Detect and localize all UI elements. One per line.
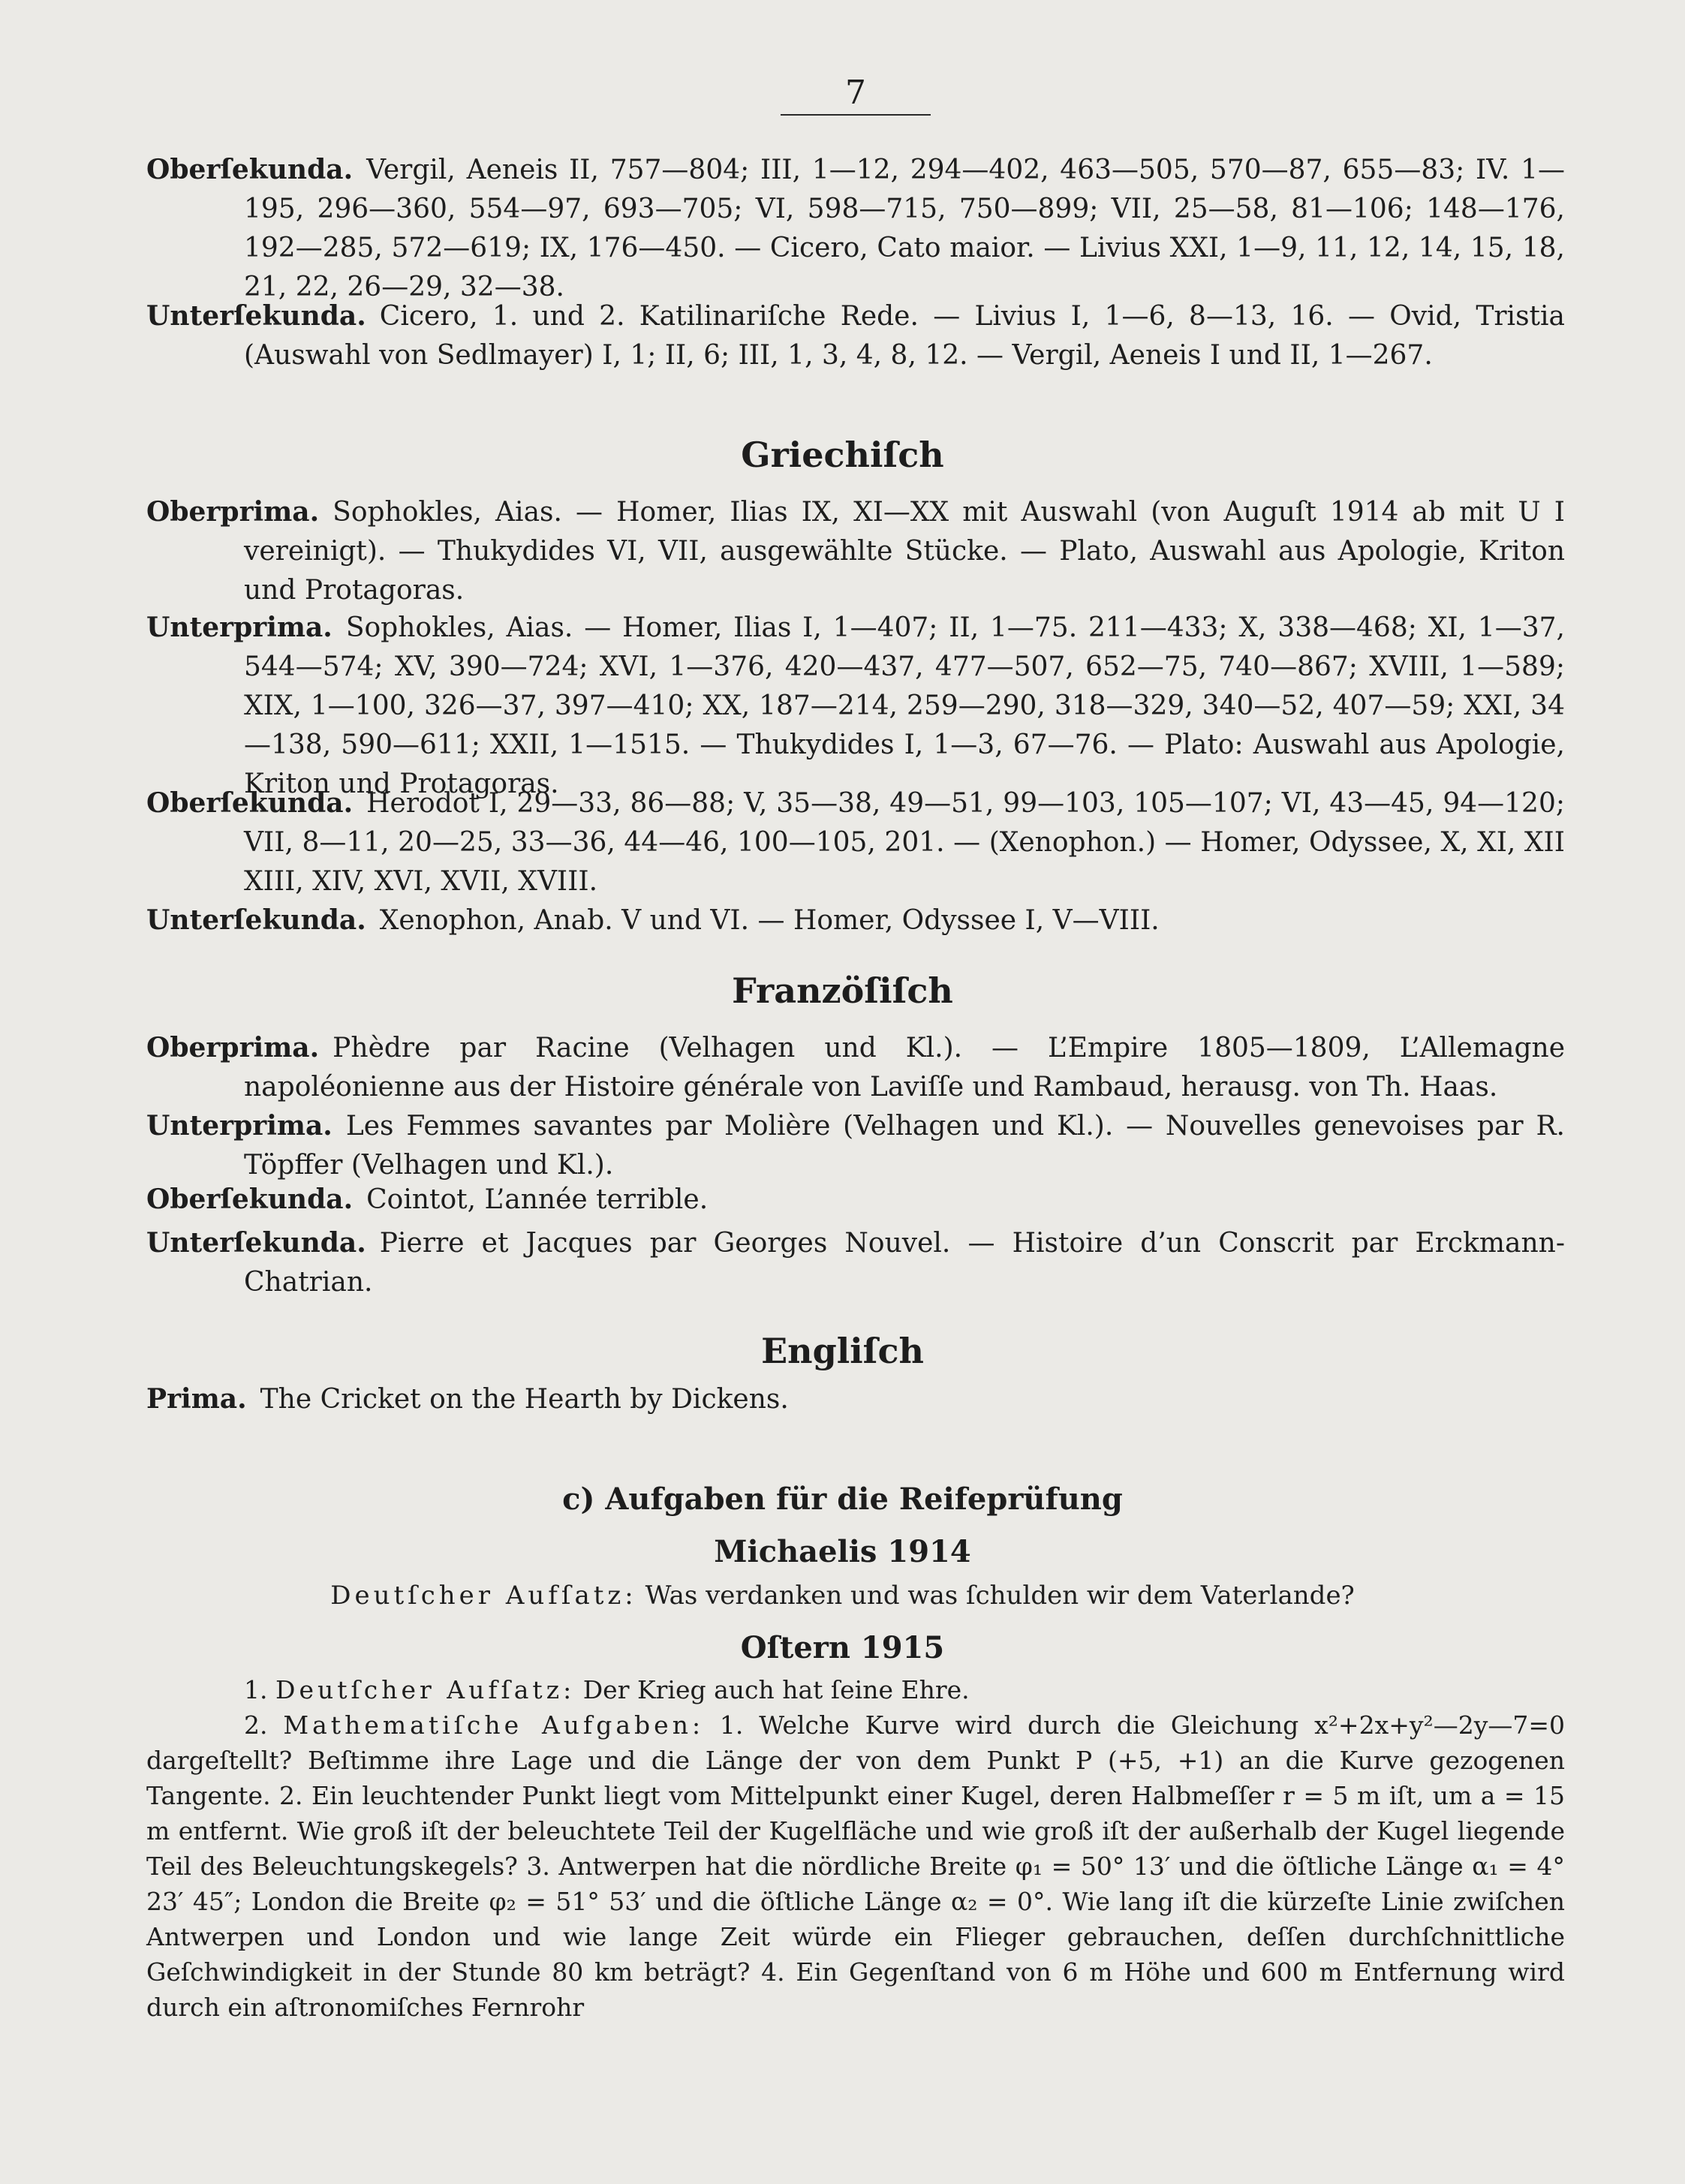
entry-text: Herodot I, 29—33, 86—88; V, 35—38, 49—51, 99—103, 105—107; VI, 43—45, 94—120; VII, 8—11, 20—25, 33—36, 44—46, 100—105, 201. — (Xenophon.) — Homer, Odyssee, X, XI, XII XIII, XIV, XVI, XVII, XVIII. bbox=[244, 788, 1565, 897]
entry-text: Pierre et Jacques par Georges Nouvel. — Histoire d’un Conscrit par Erckmann-Chatrian. bbox=[244, 1228, 1565, 1298]
class-label: Oberprima. bbox=[146, 1032, 320, 1063]
item-label: Deutſcher Aufſatz: bbox=[275, 1675, 576, 1704]
entry-text: Les Femmes savantes par Molière (Velhagen und Kl.). — Nouvelles genevoises par R. Töpffer (Velhagen und Kl.). bbox=[244, 1111, 1565, 1181]
item-text: Der Krieg auch hat ſeine Ehre. bbox=[582, 1675, 970, 1704]
class-label: Unterſekunda. bbox=[146, 904, 366, 936]
entry-text: Cointot, L’année terrible. bbox=[366, 1184, 709, 1215]
class-label: Unterſekunda. bbox=[146, 1227, 366, 1259]
class-label: Unterprima. bbox=[146, 612, 332, 643]
entry-text: Sophokles, Aias. — Homer, Ilias IX, XI—XX mit Auswahl (von Auguſt 1914 ab mit U I vereinigt). — Thukydides VI, VII, ausgewählte Stücke. — Plato, Auswahl aus Apologie, Kriton und Protagoras. bbox=[244, 497, 1565, 606]
item-number: 1. bbox=[244, 1675, 268, 1704]
lektuere-entry-obersekunda bbox=[146, 150, 1565, 307]
lektuere-entry-untersekunda bbox=[146, 296, 1565, 375]
entry-text: Vergil, Aeneis II, 757—804; III, 1—12, 294—402, 463—505, 570—87, 655—83; IV. 1—195, 296—360, 554—97, 693—705; VI, 598—715, 750—899; VII, 25—58, 81—106; 148—176, 192—285, 572—619; IX, 176—450. — Cicero, Cato maior. — Livius XXI, 1—9, 11, 12, 14, 15, 18, 21, 22, 26—29, 32—38. bbox=[244, 155, 1565, 302]
franzoesisch-entry-oberprima bbox=[146, 1028, 1565, 1107]
subheading-michaelis: Michaelis 1914 bbox=[714, 1534, 971, 1569]
item-label: Mathematiſche Aufgaben: bbox=[283, 1710, 705, 1740]
franzoesisch-entry-untersekunda bbox=[146, 1223, 1565, 1302]
section-heading-aufgaben: c) Aufgaben für die Reifeprüfung bbox=[562, 1482, 1123, 1517]
class-label: Prima. bbox=[146, 1383, 247, 1415]
griechisch-entry-oberprima bbox=[146, 492, 1565, 610]
michaelis-aufsatz bbox=[0, 1578, 1685, 1614]
class-label: Oberprima. bbox=[146, 496, 320, 528]
ostern-aufgaben bbox=[146, 1672, 1565, 2025]
franzoesisch-entry-unterprima bbox=[146, 1106, 1565, 1185]
griechisch-entry-unterprima bbox=[146, 608, 1565, 804]
class-label: Oberſekunda. bbox=[146, 787, 354, 819]
aufsatz-label: Deutſcher Aufſatz: bbox=[330, 1581, 637, 1611]
franzoesisch-entry-obersekunda bbox=[146, 1180, 1565, 1220]
entry-text: Cicero, 1. und 2. Katilinariſche Rede. — Livius I, 1—6, 8—13, 16. — Ovid, Tristia (Auswahl von Sedlmayer) I, 1; II, 6; III, 1, 3, 4, 8, 12. — Vergil, Aeneis I und II, 1—267. bbox=[244, 301, 1565, 371]
page-number: 7 bbox=[845, 74, 866, 112]
entry-text: Phèdre par Racine (Velhagen und Kl.). — L’Empire 1805—1809, L’Allemagne napoléonienne aus der Histoire générale von Laviſſe und Rambaud, herausg. von Th. Haas. bbox=[244, 1033, 1565, 1103]
section-heading-englisch: Engliſch bbox=[761, 1331, 924, 1371]
class-label: Oberſekunda. bbox=[146, 1184, 354, 1215]
entry-text: Sophokles, Aias. — Homer, Ilias I, 1—407; II, 1—75. 211—433; X, 338—468; XI, 1—37, 544—574; XV, 390—724; XVI, 1—376, 420—437, 477—507, 652—75, 740—867; XVIII, 1—589; XIX, 1—100, 326—37, 397—410; XX, 187—214, 259—290, 318—329, 340—52, 407—59; XXI, 34—138, 590—611; XXII, 1—1515. — Thukydides I, 1—3, 67—76. — Plato: Auswahl aus Apologie, Kriton und Protagoras. bbox=[244, 612, 1565, 799]
subheading-ostern: Oſtern 1915 bbox=[740, 1630, 945, 1665]
class-label: Oberſekunda. bbox=[146, 154, 354, 185]
entry-text: The Cricket on the Hearth by Dickens. bbox=[260, 1384, 789, 1415]
ostern-item-mathematik bbox=[146, 1707, 1565, 2025]
griechisch-entry-untersekunda bbox=[146, 901, 1565, 940]
griechisch-entry-obersekunda bbox=[146, 784, 1565, 901]
page-number-rule bbox=[781, 114, 931, 116]
ostern-item-aufsatz bbox=[146, 1672, 1565, 1707]
englisch-entry-prima bbox=[146, 1379, 1565, 1419]
section-heading-franzoesisch: Franzöſiſch bbox=[732, 970, 953, 1011]
item-number: 2. bbox=[244, 1710, 268, 1740]
aufsatz-text: Was verdanken und was ſchulden wir dem Vaterlande? bbox=[645, 1581, 1355, 1611]
class-label: Unterſekunda. bbox=[146, 300, 366, 332]
class-label: Unterprima. bbox=[146, 1110, 332, 1142]
entry-text: Xenophon, Anab. V und VI. — Homer, Odyssee I, V—VIII. bbox=[379, 905, 1160, 936]
item-text: 1. Welche Kurve wird durch die Gleichung x²+2x+y²—2y—7=0 dargeſtellt? Beſtimme ihre Lage und die Länge der von dem Punkt P (+5, +1) an die Kurve gezogenen Tangente. 2. Ein leuchtender Punkt liegt vom Mittelpunkt einer Kugel, deren Halbmeſſer r = 5 m iſt, um a = 15 m entfernt. Wie groß iſt der beleuchtete Teil der Kugelfläche und wie groß iſt der außerhalb der Kugel liegende Teil des Beleuchtungskegels? 3. Antwerpen hat die nördliche Breite φ₁ = 50° 13′ und die öſtliche Länge α₁ = 4° 23′ 45″; London die Breite φ₂ = 51° 53′ und die öſtliche Länge α₂ = 0°. Wie lang iſt die kürzeſte Linie zwiſchen Antwerpen und London und wie lange Zeit würde ein Flieger gebrauchen, deſſen durchſchnittliche Geſchwindigkeit in der Stunde 80 km beträgt? 4. Ein Gegenſtand von 6 m Höhe und 600 m Entfernung wird durch ein aſtronomiſches Fernrohr bbox=[146, 1710, 1565, 2022]
section-heading-griechisch: Griechiſch bbox=[741, 435, 944, 475]
